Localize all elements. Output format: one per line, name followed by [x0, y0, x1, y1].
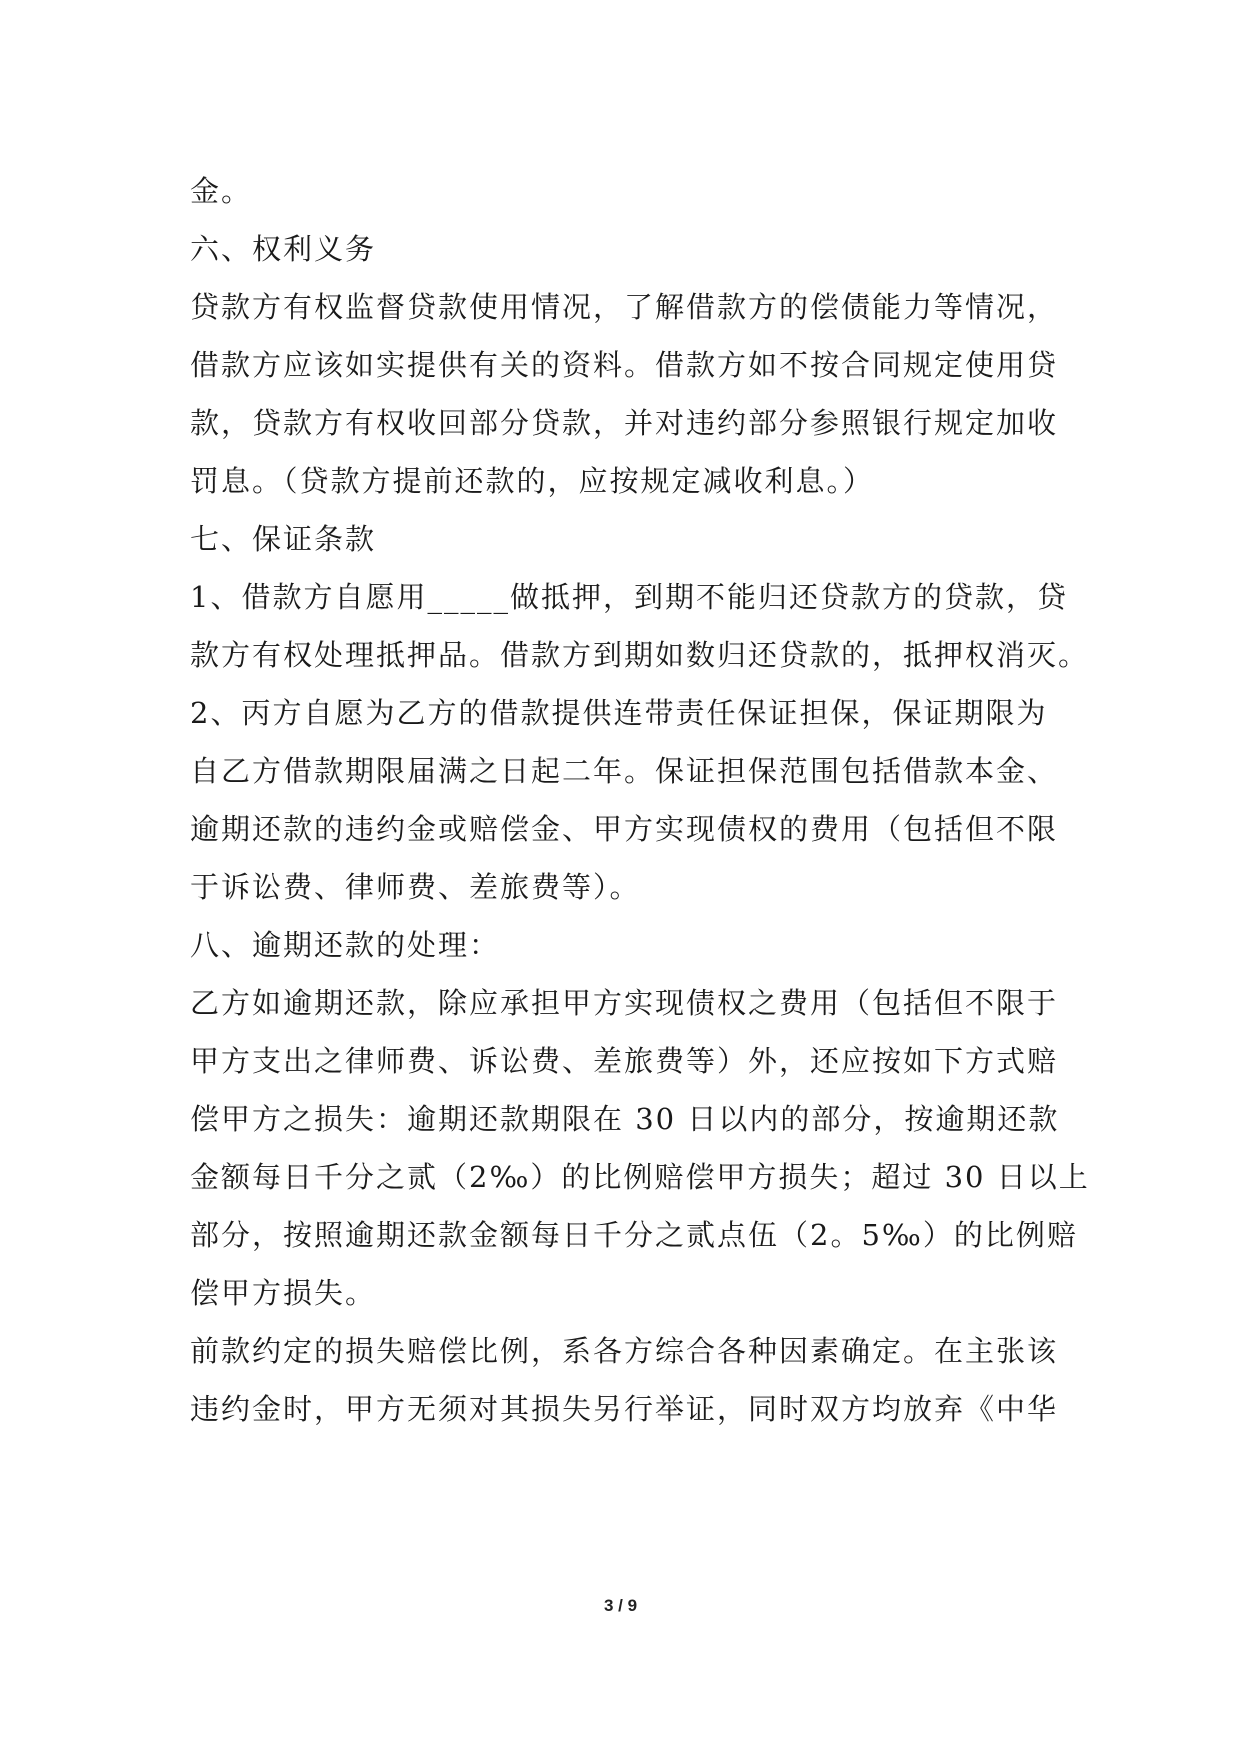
text-line: 1、借款方自愿用_____做抵押，到期不能归还贷款方的贷款，贷 — [190, 580, 1068, 614]
text-line: 金额每日千分之贰（2‰）的比例赔偿甲方损失；超过 30 日以上 — [190, 1160, 1090, 1194]
text-line: 部分，按照逾期还款金额每日千分之贰点伍（2。5‰）的比例赔 — [190, 1218, 1078, 1252]
text-line: 贷款方有权监督贷款使用情况，了解借款方的偿债能力等情况， — [190, 290, 1059, 324]
text-line: 偿甲方损失。 — [190, 1276, 377, 1310]
text-line: 款，贷款方有权收回部分贷款，并对违约部分参照银行规定加收 — [190, 406, 1059, 440]
text-line: 乙方如逾期还款，除应承担甲方实现债权之费用（包括但不限于 — [190, 986, 1059, 1020]
text-line: 违约金时，甲方无须对其损失另行举证，同时双方均放弃《中华 — [190, 1392, 1059, 1426]
section-heading-overdue: 八、逾期还款的处理： — [190, 928, 501, 962]
text-line: 甲方支出之律师费、诉讼费、差旅费等）外，还应按如下方式赔 — [190, 1044, 1059, 1078]
page-indicator: 3 / 9 — [603, 1596, 638, 1615]
text-line: 偿甲方之损失：逾期还款期限在 30 日以内的部分，按逾期还款 — [190, 1102, 1060, 1136]
text-line: 金。 — [190, 174, 253, 208]
document-body — [190, 162, 1090, 1438]
text-line: 罚息。（贷款方提前还款的，应按规定减收利息。） — [190, 464, 875, 498]
section-heading-guarantee: 七、保证条款 — [190, 522, 377, 556]
text-line: 逾期还款的违约金或赔偿金、甲方实现债权的费用（包括但不限 — [190, 812, 1059, 846]
text-line: 于诉讼费、律师费、差旅费等）。 — [190, 870, 641, 904]
section-heading-rights-obligations: 六、权利义务 — [190, 232, 377, 266]
text-line: 借款方应该如实提供有关的资料。借款方如不按合同规定使用贷 — [190, 348, 1059, 382]
text-line: 前款约定的损失赔偿比例，系各方综合各种因素确定。在主张该 — [190, 1334, 1059, 1368]
text-line: 款方有权处理抵押品。借款方到期如数归还贷款的，抵押权消灭。 — [190, 638, 1090, 672]
text-line: 2、丙方自愿为乙方的借款提供连带责任保证担保，保证期限为 — [190, 696, 1048, 730]
text-line: 自乙方借款期限届满之日起二年。保证担保范围包括借款本金、 — [190, 754, 1059, 788]
